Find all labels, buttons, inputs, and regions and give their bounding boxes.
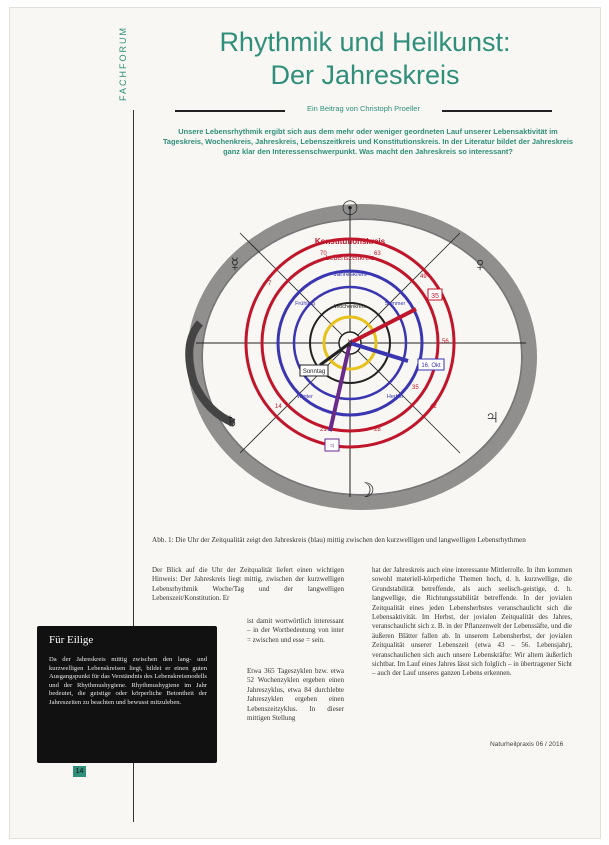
number-49: 49 xyxy=(420,274,427,280)
clock-diagram xyxy=(180,193,580,525)
body-column-2: hat der Jahreskreis auch eine interessante Mittlerrolle. In ihm kommen sowohl materiell-körperliche Themen hoch, d. h. kurzwellige, die Grundstabilität betreffende, als auch seelisch-geistige, d. h. langwellige, die Richtungsstabilität betreffende. In der jovialen Zeitqualität eines jeden Lebensherbstes veranschaulicht sich die Lebensaktivität. Im Herbst, der jovialen Zeitqualität des Jahres, veranschaulicht sich z. B. in der Pflanzenwelt der Lebenssäfte, und die äußeren Blätter fallen ab. In unserem Lebensherbst, der jovialen Zeitqualität unserer Lebenszeit (etwa 43 – 56. Lebensjahr), veranschaulichen sich auch unsere Lebenskräfte: Wir altern äußerlich sichtbar. Im Lauf eines Jahres lässt sich folglich – in übertragener Sicht – auch der Lauf unseres ganzen Lebens erkennen. xyxy=(372,566,572,678)
marker-35-text: 35 xyxy=(431,293,439,300)
number-56: 56 xyxy=(442,339,449,345)
title-line-2: Der Jahreskreis xyxy=(270,60,460,90)
body-column-1-part2: ist damit wortwörtlich interessant – in der Wortbedeutung von inter = zwischen und esse = sein. xyxy=(247,617,344,644)
mercury-icon: ☿ xyxy=(227,254,243,276)
number-21: 21 xyxy=(320,427,327,433)
mercury-center-icon: ☿ xyxy=(345,336,355,351)
footer-publication: Naturheilpraxis 06 / 2016 xyxy=(490,741,564,748)
page-title xyxy=(150,26,580,92)
number-28: 28 xyxy=(374,427,381,433)
number-35: 35 xyxy=(412,385,419,391)
byline xyxy=(175,104,552,118)
saturn-icon: ♄ xyxy=(224,410,240,432)
number-63: 63 xyxy=(374,251,381,257)
page-number: 14 xyxy=(73,766,86,777)
summary-box-body: Da der Jahreskreis mittig zwischen den lang- und kurzwelligen Lebenskreisen liegt, bildet er einen guten Ausgangspunkt für das Verständnis des Lebenskreismodells und der Rhythmushygiene. Rhythmushygiene im Jahr bedeutet, die geistige oder körperliche Betontheit der Jahreszeiten zu beachten und bewusst mitzuleben. xyxy=(49,656,207,706)
venus-icon: ♀ xyxy=(472,254,488,276)
marker-okt-text: 16. Okt xyxy=(421,363,441,369)
body-column-1-part3: Etwa 365 Tageszyklen bzw. etwa 52 Wochenzyklen ergeben einen Jahreszyklus, etwa 84 durchlebte Jahreszyklen ergeben einen Lebenszeitzyklus. In dieser mittigen Stellung xyxy=(247,667,344,723)
label-herbst: Herbst xyxy=(386,394,404,400)
byline-text: Ein Beitrag von Christoph Proeller xyxy=(303,104,424,113)
sun-icon: ☉ xyxy=(341,198,359,220)
label-wochen: Wochenkreis xyxy=(334,304,366,310)
number-7: 7 xyxy=(268,281,272,287)
label-fruehling: Frühling xyxy=(295,301,315,307)
label-lebenszeit: Lebenszeitkreis xyxy=(325,255,375,262)
figure-clock xyxy=(180,193,580,525)
marker-sonntag-text: Sonntag xyxy=(302,369,326,375)
moon-icon: ☽ xyxy=(357,480,375,502)
jupiter-icon: ♃ xyxy=(484,406,500,428)
summary-box-title: Für Eilige xyxy=(49,634,94,646)
section-label: FACHFORUM xyxy=(118,26,128,102)
title-line-1: Rhythmik und Heilkunst: xyxy=(219,27,511,57)
marker-bottom-text: ♃ xyxy=(329,441,335,450)
number-42: 42 xyxy=(430,404,437,410)
figure-caption: Abb. 1: Die Uhr der Zeitqualität zeigt den Jahreskreis (blau) mittig zwischen den kurzwelligen und langwelligen Lebensrhythmen xyxy=(152,536,526,544)
number-70: 70 xyxy=(320,251,327,257)
label-sommer: Sommer xyxy=(384,301,406,307)
lead-paragraph: Unsere Lebensrhythmik ergibt sich aus dem mehr oder weniger geordneten Lauf unserer Lebensaktivität im Tageskreis, Wochenkreis, Jahreskreis, Lebenszeitkreis und Konstitutionskreis. In der Literatur bildet der Jahreskreis ganz klar den Interessenschwerpunkt. Was macht den Jahreskreis so interessant? xyxy=(162,127,574,157)
label-winter: Winter xyxy=(297,394,313,400)
label-jahres: Jahreskreis xyxy=(333,271,367,278)
label-konstitution: Konstitutionskreis xyxy=(314,237,386,246)
body-column-1-intro: Der Blick auf die Uhr der Zeitqualität liefert einen wichtigen Hinweis: Der Jahreskreis liegt mittig, zwischen der kurzwelligen Lebensrhythmik Woche/Tag und der langwelligen Lebenszeit/Konstitution. Er xyxy=(152,566,344,603)
number-14: 14 xyxy=(275,404,282,410)
summary-box xyxy=(37,626,217,763)
